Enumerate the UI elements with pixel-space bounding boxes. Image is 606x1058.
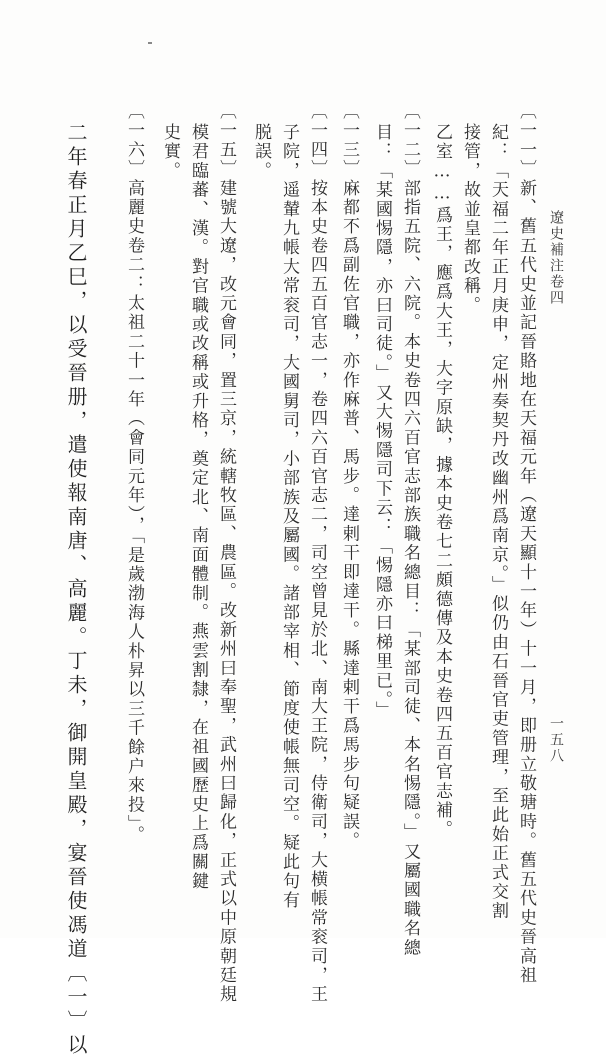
note-11-line-1: 〔一一〕新、舊五代史並記晉賂地在天福元年（遼天顯十一年）十一月，即册立敬瑭時。舊五代史晉高祖 <box>516 102 536 986</box>
note-11-line-4: 乙室……爲王，應爲大王，大字原缺，據本史卷七二頗德傳及本史卷四五百官志補。 <box>432 123 452 840</box>
note-14-line-1: 〔一四〕按本史卷四五百官志一，卷四六百官志二，司空曾見於北、南大王院，侍衛司，大横帳常衮司，王 <box>307 102 327 1005</box>
note-12-line-1: 〔一二〕部指五院、六院。本史卷四六百官志部族職名總目：「某部司徒、本名惕隱。」又屬國職名總 <box>400 102 420 958</box>
note-11-line-2: 紀：「天福二年正月庚申，定州奏契丹改幽州爲南京。」似仍由石晉官吏管理，至此始正式交割 <box>488 123 508 921</box>
running-title: 遼史補注卷四 <box>548 210 564 306</box>
note-16-line-1: 〔一六〕高麗史卷二：太祖二十一年（會同元年），「是歲渤海人朴昇以三千餘户來投」。 <box>124 102 144 845</box>
note-14-line-3: 脱誤。 <box>251 123 271 181</box>
note-14-line-2: 子院，遥輦九帳大常衮司，大國舅司，小部族及屬國。諸部宰相、節度使帳無司空。疑此句有 <box>279 123 299 911</box>
note-15-line-2: 模君臨蕃、漢。對官職或改稱或升格，奠定北、南面體制。燕雲割隸，在祖國歷史上爲關鍵 <box>188 123 208 891</box>
note-11-line-3: 接管，故並皇都改稱。 <box>460 123 480 315</box>
page-number: 一五八 <box>548 716 564 764</box>
main-text-line: 二年春正月乙巳，以受晉册，遣使報南唐、高麗。丁未，御開皇殿，宴晉使馮道〔一〕以 <box>64 122 88 1058</box>
scan-speck <box>148 42 152 44</box>
note-12-line-2: 目：「某國惕隱，亦曰司徒。」又大惕隱司下云：「惕隱亦曰梯里已。」 <box>372 123 392 721</box>
note-13-line-1: 〔一三〕麻都不爲副佐官職，亦作麻普、馬步。達剌干即達干。縣達剌干爲馬步句疑誤。 <box>339 102 359 851</box>
note-15-line-3: 史實。 <box>160 123 180 181</box>
note-15-line-1: 〔一五〕建號大遼，改元會同，置三京，統轄牧區、農區。改新州曰奉聖，武州曰歸化，正式以中原朝廷規 <box>216 102 236 1005</box>
